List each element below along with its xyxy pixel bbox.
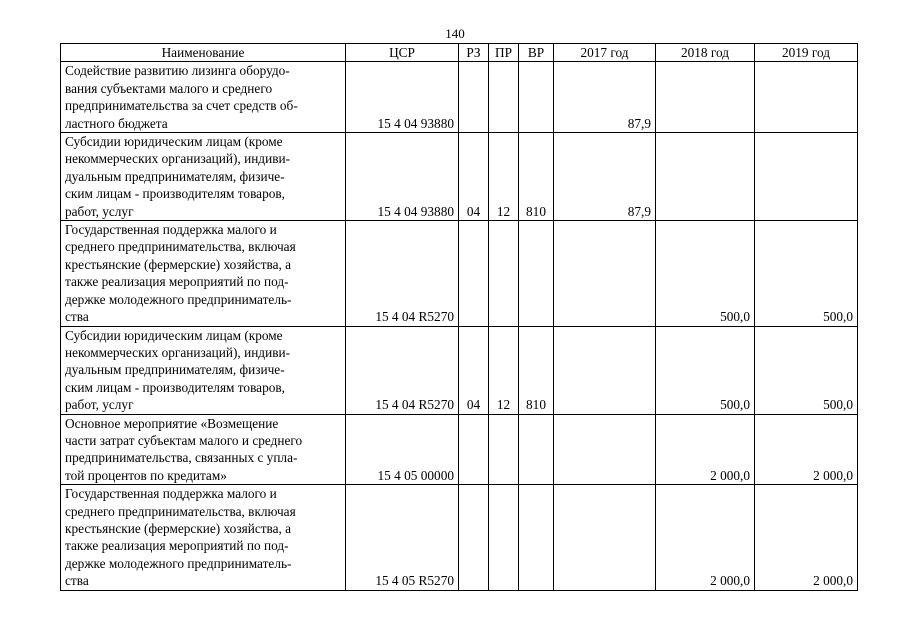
row-pr <box>489 221 519 326</box>
header-rz: РЗ <box>459 44 489 62</box>
row-rz: 04 <box>459 326 489 414</box>
row-2017 <box>554 221 656 326</box>
row-name: Основное мероприятие «Возмещение части затрат субъектам малого и среднего предпринимательства, связанных с упла- той процентов по кредитам» <box>61 414 346 485</box>
row-csr: 15 4 04 93880 <box>346 133 459 221</box>
row-2019: 500,0 <box>755 326 858 414</box>
row-pr <box>489 62 519 133</box>
row-pr: 12 <box>489 133 519 221</box>
row-pr <box>489 485 519 590</box>
row-name: Содействие развитию лизинга оборудо- вания субъектами малого и среднего предпринимательства за счет средств об- ластного бюджета <box>61 62 346 133</box>
row-2018: 2 000,0 <box>656 414 755 485</box>
row-vr <box>519 485 554 590</box>
row-2018 <box>656 62 755 133</box>
row-rz <box>459 485 489 590</box>
row-2018: 500,0 <box>656 326 755 414</box>
row-pr: 12 <box>489 326 519 414</box>
table-row <box>61 414 858 485</box>
table-row <box>61 133 858 221</box>
header-vr: ВР <box>519 44 554 62</box>
header-csr: ЦСР <box>346 44 459 62</box>
row-name: Субсидии юридическим лицам (кроме некоммерческих организаций), индиви- дуальным предпринимателям, физиче- ским лицам - производителям товаров, работ, услуг <box>61 326 346 414</box>
row-vr: 810 <box>519 326 554 414</box>
row-name: Субсидии юридическим лицам (кроме некоммерческих организаций), индиви- дуальным предпринимателям, физиче- ским лицам - производителям товаров, работ, услуг <box>61 133 346 221</box>
table-row <box>61 326 858 414</box>
row-rz: 04 <box>459 133 489 221</box>
row-2018: 500,0 <box>656 221 755 326</box>
row-rz <box>459 221 489 326</box>
row-vr <box>519 62 554 133</box>
budget-table <box>60 43 858 591</box>
header-row <box>61 44 858 62</box>
row-2019: 2 000,0 <box>755 485 858 590</box>
row-2019: 500,0 <box>755 221 858 326</box>
header-2019: 2019 год <box>755 44 858 62</box>
table-row <box>61 62 858 133</box>
row-csr: 15 4 04 93880 <box>346 62 459 133</box>
row-2018: 2 000,0 <box>656 485 755 590</box>
table-row <box>61 221 858 326</box>
row-name: Государственная поддержка малого и среднего предпринимательства, включая крестьянские (фермерские) хозяйства, а также реализация мероприятий по под- держке молодежного предприниматель- ства <box>61 485 346 590</box>
row-csr: 15 4 05 R5270 <box>346 485 459 590</box>
row-rz <box>459 414 489 485</box>
page-number: 140 <box>445 26 465 41</box>
header-2017: 2017 год <box>554 44 656 62</box>
row-rz <box>459 62 489 133</box>
row-pr <box>489 414 519 485</box>
row-csr: 15 4 04 R5270 <box>346 221 459 326</box>
header-pr: ПР <box>489 44 519 62</box>
row-2017 <box>554 326 656 414</box>
row-2018 <box>656 133 755 221</box>
table-row <box>61 485 858 590</box>
row-vr <box>519 221 554 326</box>
row-csr: 15 4 05 00000 <box>346 414 459 485</box>
row-csr: 15 4 04 R5270 <box>346 326 459 414</box>
row-2017 <box>554 414 656 485</box>
row-2017: 87,9 <box>554 133 656 221</box>
row-vr: 810 <box>519 133 554 221</box>
header-2018: 2018 год <box>656 44 755 62</box>
row-2019 <box>755 62 858 133</box>
row-2017: 87,9 <box>554 62 656 133</box>
header-name: Наименование <box>61 44 346 62</box>
row-2019 <box>755 133 858 221</box>
row-2017 <box>554 485 656 590</box>
row-2019: 2 000,0 <box>755 414 858 485</box>
row-vr <box>519 414 554 485</box>
row-name: Государственная поддержка малого и среднего предпринимательства, включая крестьянские (фермерские) хозяйства, а также реализация мероприятий по под- держке молодежного предприниматель- ства <box>61 221 346 326</box>
